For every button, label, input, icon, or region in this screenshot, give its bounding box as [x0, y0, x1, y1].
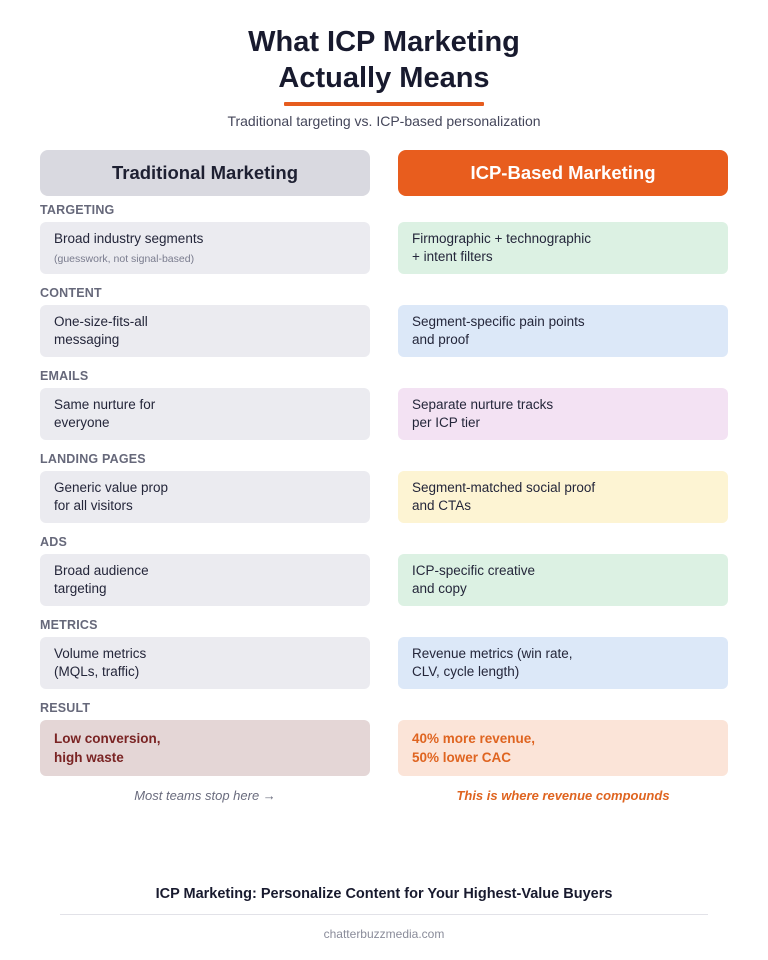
column-header-icp: ICP-Based Marketing: [398, 150, 728, 196]
row-label-emails: EMAILS: [40, 369, 89, 383]
cell-text: Broad industry segments: [54, 231, 204, 246]
icp-cell-targeting: Firmographic + technographic + intent filters: [398, 222, 728, 274]
row-label-ads: ADS: [40, 535, 67, 549]
traditional-cell-emails: Same nurture for everyone: [40, 388, 370, 440]
icp-cell-landing-pages: Segment-matched social proof and CTAs: [398, 471, 728, 523]
icp-cell-result: 40% more revenue, 50% lower CAC: [398, 720, 728, 776]
icp-cell-content: Segment-specific pain points and proof: [398, 305, 728, 357]
title-underline: [284, 102, 484, 106]
footer-url: chatterbuzzmedia.com: [323, 927, 445, 941]
caption-traditional: Most teams stop here →: [134, 788, 276, 803]
traditional-cell-ads: Broad audience targeting: [40, 554, 370, 606]
row-label-content: CONTENT: [40, 286, 102, 300]
traditional-cell-targeting: [40, 222, 370, 274]
row-label-metrics: METRICS: [40, 618, 98, 632]
icp-cell-metrics: Revenue metrics (win rate, CLV, cycle length): [398, 637, 728, 689]
footer-divider: [60, 914, 708, 915]
cell-note: (guesswork, not signal-based): [54, 253, 195, 265]
footer-title: ICP Marketing: Personalize Content for Your Highest-Value Buyers: [155, 886, 613, 902]
traditional-cell-result: Low conversion, high waste: [40, 720, 370, 776]
traditional-cell-landing-pages: Generic value prop for all visitors: [40, 471, 370, 523]
icp-cell-emails: Separate nurture tracks per ICP tier: [398, 388, 728, 440]
row-label-targeting: TARGETING: [40, 203, 115, 217]
traditional-cell-metrics: Volume metrics (MQLs, traffic): [40, 637, 370, 689]
icp-cell-ads: ICP-specific creative and copy: [398, 554, 728, 606]
page-title: What ICP Marketing Actually Means: [248, 26, 520, 94]
page-subtitle: Traditional targeting vs. ICP-based personalization: [227, 113, 541, 129]
column-header-traditional: Traditional Marketing: [40, 150, 370, 196]
caption-icp: This is where revenue compounds: [456, 788, 670, 803]
traditional-cell-content: One-size-fits-all messaging: [40, 305, 370, 357]
row-label-landing-pages: LANDING PAGES: [40, 452, 146, 466]
row-label-result: RESULT: [40, 701, 91, 715]
